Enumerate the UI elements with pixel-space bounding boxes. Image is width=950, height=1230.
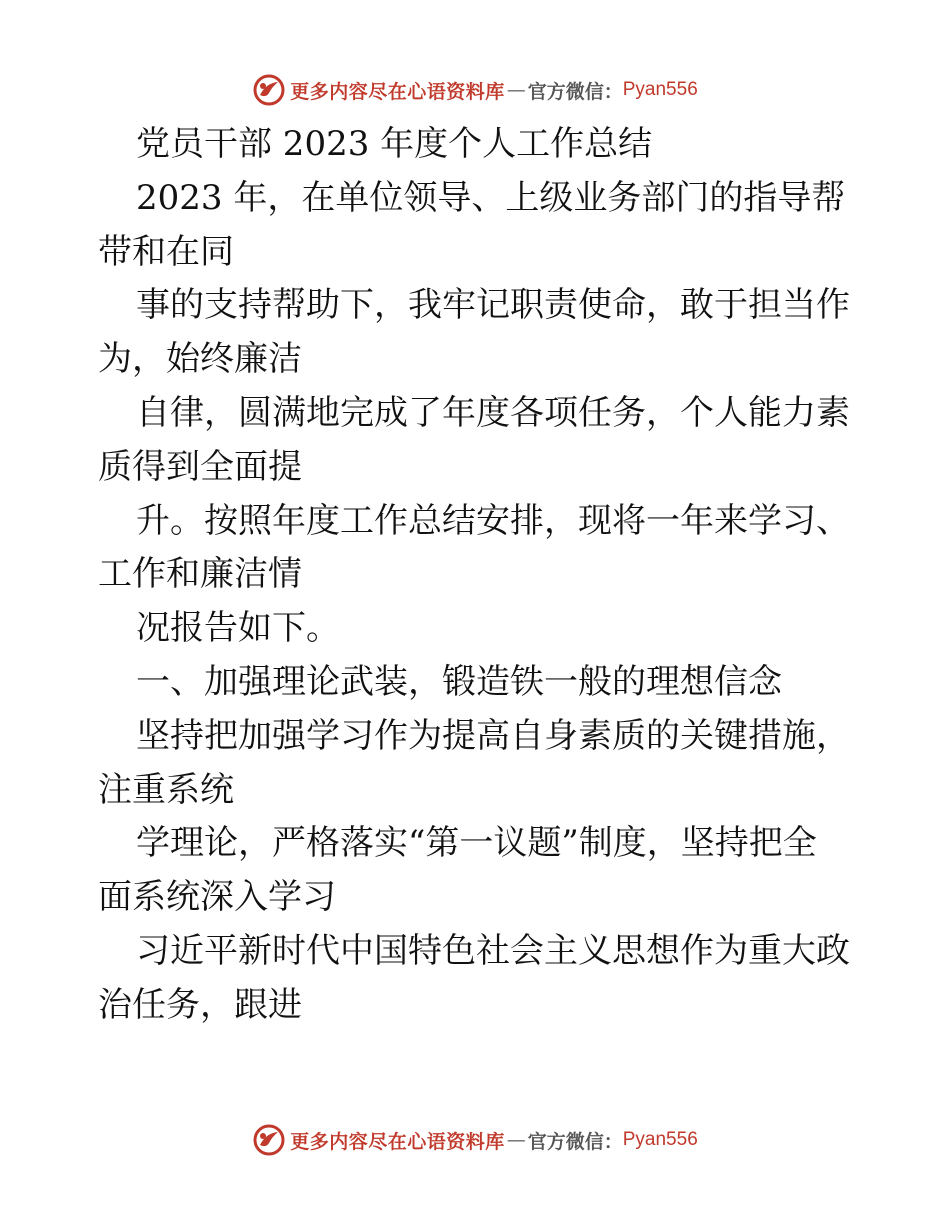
doc-line: 自律，圆满地完成了年度各项任务，个人能力素 [136,392,850,433]
document-body [98,118,858,1033]
doc-line: 学理论，严格落实“第一议题”制度，坚持把全 [136,823,817,864]
banner-library-text: 更多内容尽在心语资料库 [290,80,505,103]
doc-line: 质得到全面提 [98,446,302,487]
banner-wechat-label: 官方微信： [527,80,623,103]
header-watermark-banner [0,70,950,110]
brush-logo-icon [252,73,286,107]
doc-line: 带和在同 [98,231,234,272]
doc-line: 注重系统 [98,769,234,810]
banner-wechat-id: Pyan556 [622,79,698,100]
doc-line: 2023 年，在单位领导、上级业务部门的指导帮 [136,177,846,218]
doc-line: 为，始终廉洁 [98,339,302,380]
doc-line: 况报告如下。 [136,608,340,649]
banner-library-text: 更多内容尽在心语资料库 [290,1130,505,1153]
doc-line: 面系统深入学习 [98,877,336,918]
doc-line: 治任务，跟进 [98,984,302,1025]
brush-logo-icon [252,1123,286,1157]
banner-dash: — [506,79,526,101]
doc-line: 工作和廉洁情 [98,554,302,595]
doc-line: 习近平新时代中国特色社会主义思想作为重大政 [136,930,850,971]
section-heading: 一、加强理论武装，锻造铁一般的理想信念 [136,661,782,702]
doc-line: 升。按照年度工作总结安排，现将一年来学习、 [136,500,850,541]
banner-dash: — [506,1129,526,1151]
banner-wechat-label: 官方微信： [527,1130,623,1153]
banner-wechat-id: Pyan556 [622,1129,698,1150]
doc-line: 坚持把加强学习作为提高自身素质的关键措施， [136,715,850,756]
footer-watermark-banner [0,1120,950,1160]
doc-line: 事的支持帮助下，我牢记职责使命，敢于担当作 [136,285,850,326]
doc-line: 党员干部 2023 年度个人工作总结 [136,124,653,164]
